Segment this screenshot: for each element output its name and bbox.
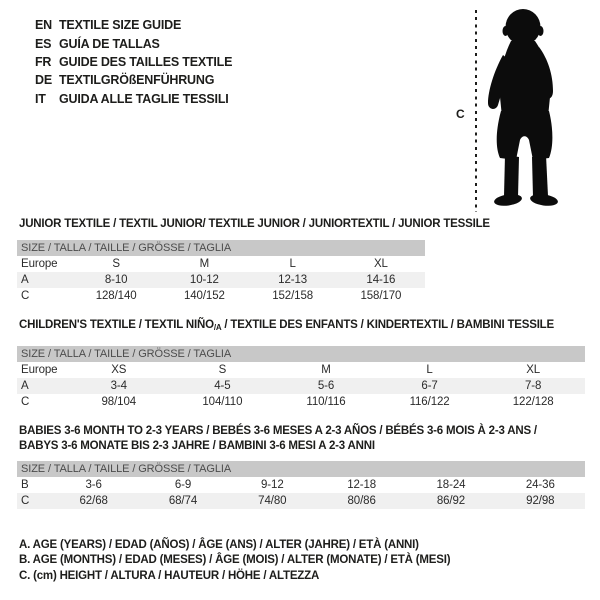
size-header-bar: SIZE / TALLA / TAILLE / GRÖSSE / TAGLIA <box>17 240 425 256</box>
size-header-bar: SIZE / TALLA / TAILLE / GRÖSSE / TAGLIA <box>17 461 585 477</box>
language-code: ES <box>35 36 52 51</box>
height-measure-dotted-line <box>475 10 477 212</box>
children-size-table <box>17 346 585 410</box>
age-cell: 12-18 <box>347 479 377 491</box>
table-row-age <box>17 272 425 288</box>
table-row-age <box>17 378 585 394</box>
children-title-suffix: / TEXTILE DES ENFANTS / KINDERTEXTIL / BAMBINI TESSILE <box>221 319 554 331</box>
junior-size-table <box>17 240 425 304</box>
height-cell: 68/74 <box>168 495 198 507</box>
size-cell: L <box>289 258 296 270</box>
height-cell: 122/128 <box>512 396 554 408</box>
row-label: A <box>21 380 29 392</box>
age-cell: 6-7 <box>421 380 438 392</box>
language-label: GUIDA ALLE TAGLIE TESSILI <box>59 91 229 106</box>
language-code: FR <box>35 54 52 69</box>
size-cell: L <box>426 364 433 376</box>
size-cell: XS <box>111 364 127 376</box>
row-label: Europe <box>21 364 58 376</box>
baby-silhouette-icon <box>484 7 568 209</box>
age-cell: 3-6 <box>85 479 102 491</box>
age-cell: 9-12 <box>261 479 284 491</box>
age-cell: 24-36 <box>525 479 555 491</box>
height-cell: 140/152 <box>183 290 225 302</box>
language-code: IT <box>35 91 46 106</box>
age-cell: 10-12 <box>189 274 219 286</box>
language-code: EN <box>35 18 52 33</box>
age-cell: 4-5 <box>214 380 231 392</box>
age-cell: 7-8 <box>525 380 542 392</box>
age-cell: 8-10 <box>104 274 128 286</box>
height-cell: 80/86 <box>347 495 376 507</box>
babies-size-table <box>17 461 585 509</box>
height-cell: 98/104 <box>101 396 137 408</box>
row-label: Europe <box>21 258 58 270</box>
row-label: A <box>21 274 29 286</box>
babies-table-title <box>19 424 537 454</box>
language-row-de <box>35 71 232 89</box>
height-cell: 128/140 <box>95 290 137 302</box>
language-row-es <box>35 34 232 52</box>
age-cell: 6-9 <box>174 479 192 491</box>
language-label: TEXTILE SIZE GUIDE <box>59 18 182 33</box>
children-title-subscript: /A <box>213 323 222 332</box>
size-cell: XL <box>373 258 388 270</box>
row-label: B <box>21 479 29 491</box>
height-cell: 62/68 <box>79 495 108 507</box>
size-cell: S <box>112 258 120 270</box>
legend-line-b: B. AGE (MONTHS) / EDAD (MESES) / ÂGE (MOIS) / ALTER (MONATE) / ETÀ (MESI) <box>19 554 451 567</box>
height-cell: 110/116 <box>306 396 346 408</box>
table-row-height <box>17 288 425 304</box>
height-cell: 74/80 <box>258 495 287 507</box>
size-cell: M <box>199 258 210 270</box>
language-row-fr <box>35 53 232 71</box>
height-measure-label: C <box>456 107 465 121</box>
height-cell: 116/122 <box>409 396 450 408</box>
row-label: C <box>21 290 30 302</box>
age-cell: 12-13 <box>278 274 308 286</box>
height-cell: 152/158 <box>272 290 314 302</box>
babies-title-line2: BABYS 3-6 MONATE BIS 2-3 JAHRE / BAMBINI 3-6 MESI A 2-3 ANNI <box>19 440 375 452</box>
children-table-title <box>19 319 554 332</box>
children-title-prefix: CHILDREN'S TEXTILE / TEXTIL NIÑO <box>19 319 214 331</box>
language-row-it <box>35 90 232 108</box>
table-row-height <box>17 394 585 410</box>
language-label: TEXTILGRÖßENFÜHRUNG <box>59 73 215 88</box>
table-row-height <box>17 493 585 509</box>
legend-line-a: A. AGE (YEARS) / EDAD (AÑOS) / ÂGE (ANS) / ALTER (JAHRE) / ETÀ (ANNI) <box>19 539 419 551</box>
height-cell: 158/170 <box>360 290 402 302</box>
junior-table-title: JUNIOR TEXTILE / TEXTIL JUNIOR/ TEXTILE JUNIOR / JUNIORTEXTIL / JUNIOR TESSILE <box>19 218 490 230</box>
table-row-europe <box>17 256 425 272</box>
language-row-en <box>35 16 232 34</box>
language-code: DE <box>35 73 52 88</box>
age-cell: 14-16 <box>366 274 396 286</box>
table-row-europe <box>17 362 585 378</box>
size-cell: XL <box>526 364 541 376</box>
measure-legend <box>19 538 450 584</box>
row-label: C <box>21 495 30 507</box>
size-header-bar: SIZE / TALLA / TAILLE / GRÖSSE / TAGLIA <box>17 346 585 362</box>
age-cell: 3-4 <box>110 380 127 392</box>
language-label: GUÍA DE TALLAS <box>59 36 160 51</box>
age-cell: 5-6 <box>317 380 335 392</box>
language-list <box>35 16 232 108</box>
size-cell: S <box>218 364 227 376</box>
height-cell: 86/92 <box>436 495 466 507</box>
height-cell: 104/110 <box>202 396 243 408</box>
height-cell: 92/98 <box>526 495 555 507</box>
legend-line-c: C. (cm) HEIGHT / ALTURA / HAUTEUR / HÖHE / ALTEZZA <box>19 569 320 582</box>
size-cell: M <box>321 364 331 376</box>
row-label: C <box>21 396 30 408</box>
age-cell: 18-24 <box>436 479 466 491</box>
babies-title-line1: BABIES 3-6 MONTH TO 2-3 YEARS / BEBÉS 3-6 MESES A 2-3 AÑOS / BÉBÉS 3-6 MOIS À 2-3 ANS / <box>19 425 537 437</box>
language-label: GUIDE DES TAILLES TEXTILE <box>59 54 233 69</box>
table-row-age-months <box>17 477 585 493</box>
